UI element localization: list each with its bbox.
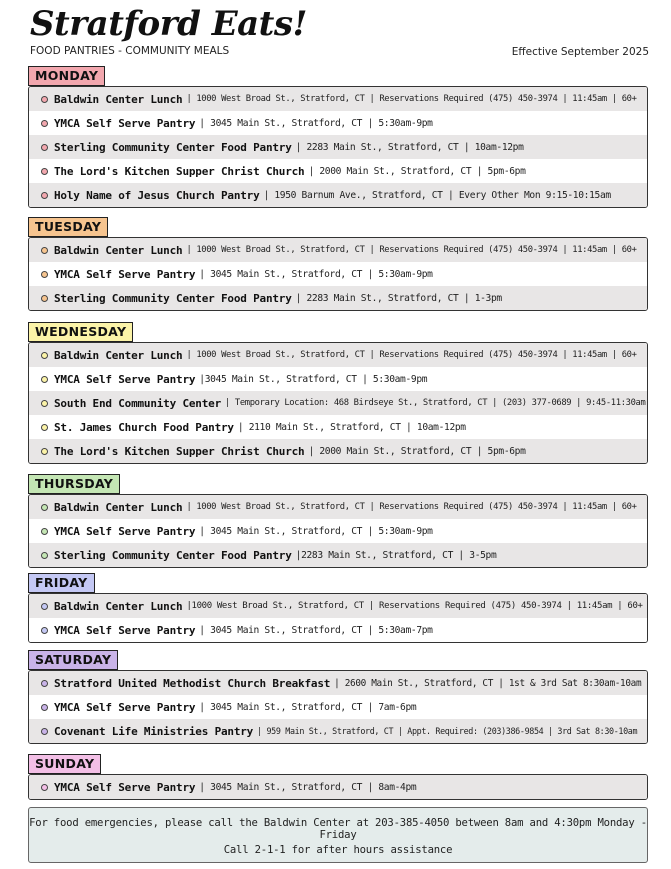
program-details: | 3045 Main St., Stratford, CT | 5:30am-9pm (199, 117, 433, 129)
list-item (29, 543, 647, 567)
program-name: The Lord's Kitchen Supper Christ Church (54, 444, 305, 458)
program-details: | 3045 Main St., Stratford, CT | 5:30am-9pm (199, 268, 433, 280)
program-details: | 2110 Main St., Stratford, CT | 10am-12pm (237, 421, 466, 433)
program-details: | 2283 Main St., Stratford, CT | 1-3pm (295, 292, 502, 304)
day-section-tuesday (28, 217, 648, 311)
bullet-icon (41, 504, 48, 511)
program-details: | 3045 Main St., Stratford, CT | 5:30am-7pm (199, 624, 433, 636)
program-name: YMCA Self Serve Pantry (54, 116, 196, 130)
bullet-icon (41, 704, 48, 711)
program-name: YMCA Self Serve Pantry (54, 267, 196, 281)
day-section-wednesday (28, 322, 648, 464)
list-item (29, 719, 647, 743)
program-name: Baldwin Center Lunch (54, 348, 183, 362)
program-details: | 1000 West Broad St., Stratford, CT | Reservations Required (475) 450-3974 | 11:45am | 60+ (186, 350, 637, 360)
day-section-friday (28, 573, 648, 643)
effective-date: Effective September 2025 (511, 46, 649, 58)
day-label: SUNDAY (28, 754, 101, 774)
program-details: | 3045 Main St., Stratford, CT | 8am-4pm (199, 781, 417, 793)
program-details: | 3045 Main St., Stratford, CT | 7am-6pm (199, 701, 417, 713)
list-item (29, 695, 647, 719)
program-name: Sterling Community Center Food Pantry (54, 291, 292, 305)
day-label: TUESDAY (28, 217, 108, 237)
list-item (29, 671, 647, 695)
program-details: | 2000 Main St., Stratford, CT | 5pm-6pm (308, 445, 526, 457)
bullet-icon (41, 680, 48, 687)
emergency-notice-line-2: Call 2-1-1 for after hours assistance (223, 844, 453, 856)
bullet-icon (41, 192, 48, 199)
program-name: The Lord's Kitchen Supper Christ Church (54, 164, 305, 178)
list-item (29, 391, 647, 415)
emergency-notice-line-1: For food emergencies, please call the Baldwin Center at 203-385-4050 between 8am and 4:30pm Monday - Friday (29, 817, 647, 841)
bullet-icon (41, 603, 48, 610)
list-item (29, 415, 647, 439)
day-listing-box (28, 237, 648, 311)
program-details: | 959 Main St., Stratford, CT | Appt. Required: (203)386-9854 | 3rd Sat 8:30-10am (257, 726, 638, 736)
bullet-icon (41, 784, 48, 791)
bullet-icon (41, 728, 48, 735)
list-item (29, 594, 647, 618)
program-details: | 1000 West Broad St., Stratford, CT | Reservations Required (475) 450-3974 | 11:45am | 60+ (186, 502, 637, 512)
day-listing-box (28, 774, 648, 800)
program-details: | Temporary Location: 468 Birdseye St., Stratford, CT | (203) 377-0689 | 9:45-11:30am (225, 398, 646, 408)
bullet-icon (41, 144, 48, 151)
bullet-icon (41, 295, 48, 302)
program-details: | 2600 Main St., Stratford, CT | 1st & 3rd Sat 8:30am-10am (334, 677, 642, 689)
program-details: | 1000 West Broad St., Stratford, CT | Reservations Required (475) 450-3974 | 11:45am | 60+ (186, 245, 637, 255)
list-item (29, 495, 647, 519)
program-name: Stratford United Methodist Church Breakfast (54, 676, 331, 690)
bullet-icon (41, 247, 48, 254)
page-subtitle: FOOD PANTRIES - COMMUNITY MEALS (30, 45, 230, 57)
emergency-notice (28, 807, 648, 863)
bullet-icon (41, 627, 48, 634)
list-item (29, 111, 647, 135)
day-listing-box (28, 342, 648, 464)
day-listing-box (28, 494, 648, 568)
day-listing-box (28, 670, 648, 744)
list-item (29, 367, 647, 391)
program-name: South End Community Center (54, 396, 221, 410)
list-item (29, 519, 647, 543)
list-item (29, 159, 647, 183)
bullet-icon (41, 400, 48, 407)
program-name: Holy Name of Jesus Church Pantry (54, 188, 260, 202)
bullet-icon (41, 552, 48, 559)
day-label: SATURDAY (28, 650, 118, 670)
list-item (29, 286, 647, 310)
program-name: YMCA Self Serve Pantry (54, 780, 196, 794)
program-details: |2283 Main St., Stratford, CT | 3-5pm (295, 549, 497, 561)
program-details: | 2283 Main St., Stratford, CT | 10am-12pm (295, 141, 524, 153)
list-item (29, 775, 647, 799)
program-details: | 2000 Main St., Stratford, CT | 5pm-6pm (308, 165, 526, 177)
program-name: St. James Church Food Pantry (54, 420, 234, 434)
program-name: Baldwin Center Lunch (54, 92, 183, 106)
day-label: FRIDAY (28, 573, 95, 593)
bullet-icon (41, 271, 48, 278)
bullet-icon (41, 424, 48, 431)
day-label: MONDAY (28, 66, 105, 86)
day-label: THURSDAY (28, 474, 120, 494)
list-item (29, 439, 647, 463)
program-details: |3045 Main St., Stratford, CT | 5:30am-9pm (199, 373, 428, 385)
day-listing-box (28, 593, 648, 643)
program-name: Baldwin Center Lunch (54, 599, 183, 613)
bullet-icon (41, 96, 48, 103)
program-details: |1000 West Broad St., Stratford, CT | Reservations Required (475) 450-3974 | 11:45am | 60+ (186, 601, 643, 611)
program-name: Sterling Community Center Food Pantry (54, 548, 292, 562)
day-listing-box (28, 86, 648, 208)
program-name: Baldwin Center Lunch (54, 243, 183, 257)
bullet-icon (41, 352, 48, 359)
program-details: | 1950 Barnum Ave., Stratford, CT | Every Other Mon 9:15-10:15am (263, 189, 611, 201)
bullet-icon (41, 120, 48, 127)
day-section-sunday (28, 754, 648, 800)
program-name: Covenant Life Ministries Pantry (54, 724, 254, 738)
list-item (29, 238, 647, 262)
list-item (29, 343, 647, 367)
bullet-icon (41, 528, 48, 535)
list-item (29, 262, 647, 286)
bullet-icon (41, 376, 48, 383)
list-item (29, 135, 647, 159)
program-name: YMCA Self Serve Pantry (54, 372, 196, 386)
day-section-thursday (28, 474, 648, 568)
program-name: YMCA Self Serve Pantry (54, 524, 196, 538)
day-section-monday (28, 66, 648, 208)
list-item (29, 618, 647, 642)
day-section-saturday (28, 650, 648, 744)
program-name: YMCA Self Serve Pantry (54, 623, 196, 637)
day-label: WEDNESDAY (28, 322, 133, 342)
program-name: YMCA Self Serve Pantry (54, 700, 196, 714)
program-details: | 3045 Main St., Stratford, CT | 5:30am-9pm (199, 525, 433, 537)
bullet-icon (41, 448, 48, 455)
program-details: | 1000 West Broad St., Stratford, CT | Reservations Required (475) 450-3974 | 11:45am | 60+ (186, 94, 637, 104)
page-title: Stratford Eats! (30, 4, 307, 44)
bullet-icon (41, 168, 48, 175)
list-item (29, 183, 647, 207)
program-name: Sterling Community Center Food Pantry (54, 140, 292, 154)
list-item (29, 87, 647, 111)
program-name: Baldwin Center Lunch (54, 500, 183, 514)
